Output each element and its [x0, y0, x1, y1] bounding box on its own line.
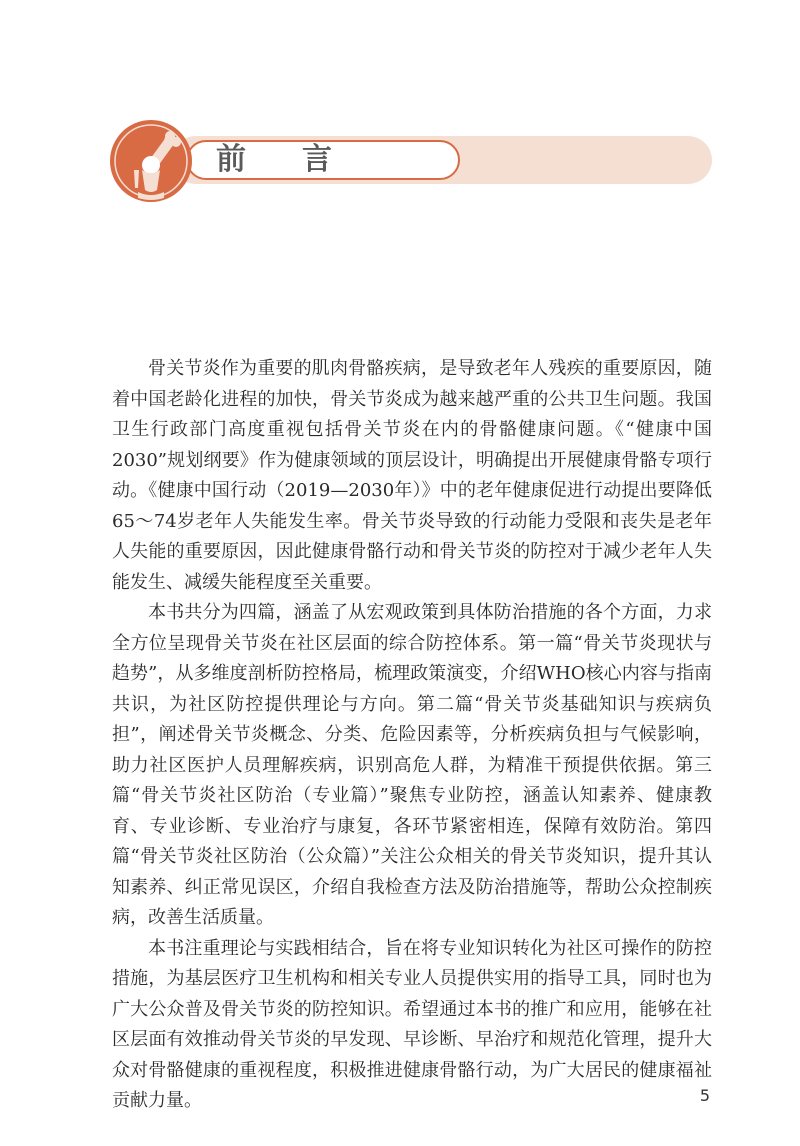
chapter-header	[108, 118, 712, 204]
page-title: 前言	[216, 142, 388, 177]
paragraph-2: 本书共分为四篇，涵盖了从宏观政策到具体防治措施的各个方面，力求全方位呈现骨关节炎在社区层面的综合防控体系。第一篇“骨关节炎现状与趋势”，从多维度剖析防控格局，梳理政策演变，介绍WHO核心内容与指南共识，为社区防控提供理论与方向。第二篇“骨关节炎基础知识与疾病负担”，阐述骨关节炎概念、分类、危险因素等，分析疾病负担与气候影响，助力社区医护人员理解疾病，识别高危人群，为精准干预提供依据。第三篇“骨关节炎社区防治（专业篇）”聚焦专业防控，涵盖认知素养、健康教育、专业诊断、专业治疗与康复，各环节紧密相连，保障有效防治。第四篇“骨关节炎社区防治（公众篇）”关注公众相关的骨关节炎知识，提升其认知素养、纠正常见误区，介绍自我检查方法及防治措施等，帮助公众控制疾病，改善生活质量。	[112, 602, 712, 928]
page-number: 5	[699, 1086, 710, 1105]
paragraph-1: 骨关节炎作为重要的肌肉骨骼疾病，是导致老年人残疾的重要原因，随着中国老龄化进程的加快，骨关节炎成为越来越严重的公共卫生问题。我国卫生行政部门高度重视包括骨关节炎在内的骨骼健康问题。《“健康中国2030”规划纲要》作为健康领域的顶层设计，明确提出开展健康骨骼专项行动。《健康中国行动（2019—2030年）》中的老年健康促进行动提出要降低65～74岁老年人失能发生率。骨关节炎导致的行动能力受限和丧失是老年人失能的重要原因，因此健康骨骼行动和骨关节炎的防控对于减少老年人失能发生、减缓失能程度至关重要。	[112, 358, 712, 593]
preface-body	[112, 354, 712, 1117]
paragraph-3: 本书注重理论与实践相结合，旨在将专业知识转化为社区可操作的防控措施，为基层医疗卫生机构和相关专业人员提供实用的指导工具，同时也为广大公众普及骨关节炎的防控知识。希望通过本书的推广和应用，能够在社区层面有效推动骨关节炎的早发现、早诊断、早治疗和规范化管理，提升大众对骨骼健康的重视程度，积极推进健康骨骼行动，为广大居民的健康福祉贡献力量。	[112, 937, 712, 1111]
joint-bone-icon	[108, 118, 194, 204]
